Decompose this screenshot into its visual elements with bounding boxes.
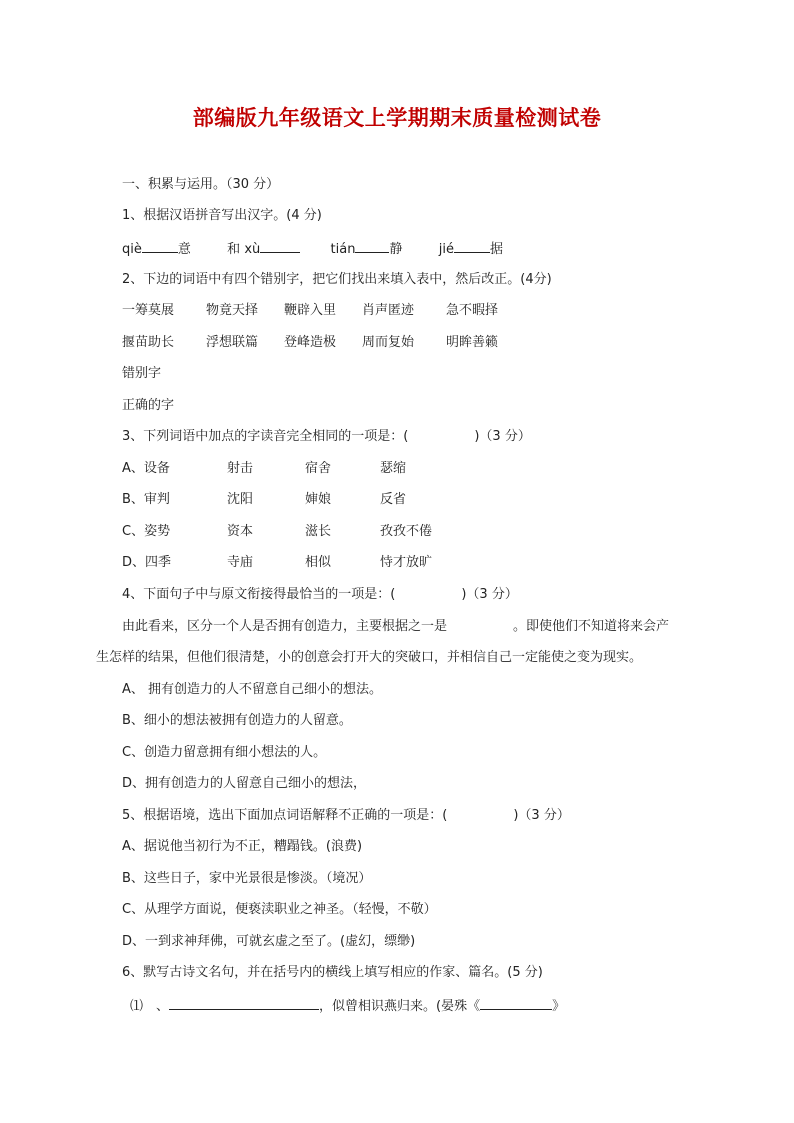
pinyin-prefix: 和 <box>227 242 241 257</box>
word-item: 物竟天择 <box>206 303 259 318</box>
question-5-stem <box>122 806 570 826</box>
page-title: 部编版九年级语文上学期期末质量检测试卷 <box>192 105 602 130</box>
answer-blank[interactable] <box>142 238 178 253</box>
answer-blank[interactable] <box>355 238 389 253</box>
stem-text: )（3 分） <box>513 808 570 823</box>
option-word: 孜孜不倦 <box>380 524 433 539</box>
word-item: 鞭辟入里 <box>284 303 337 318</box>
question-4-option-a: A、 拥有创造力的人不留意自己细小的想法。 <box>122 682 383 697</box>
poem-text: ，似曾相识燕归来。(晏殊《 <box>319 999 481 1014</box>
pinyin-jie: jié <box>438 242 454 257</box>
pinyin-suffix: 据 <box>490 242 504 257</box>
word-item: 明眸善籁 <box>446 335 499 350</box>
answer-blank[interactable] <box>480 995 552 1010</box>
option-row-b <box>122 490 406 510</box>
question-3-stem <box>122 427 531 447</box>
pinyin-xu: xù <box>244 242 261 257</box>
word-item: 周而复始 <box>362 335 415 350</box>
option-word: 相似 <box>305 555 332 570</box>
word-item: 揠苗助长 <box>122 335 175 350</box>
stem-text: )（3 分） <box>461 587 518 602</box>
question-4-option-c: C、创造力留意拥有细小想法的人。 <box>122 745 327 760</box>
word-item: 急不暇择 <box>446 303 499 318</box>
answer-blank[interactable] <box>169 995 319 1010</box>
option-word: 沈阳 <box>227 492 254 507</box>
option-row-a <box>122 459 406 479</box>
option-row-d <box>122 553 432 573</box>
question-4-option-d: D、拥有创造力的人留意自己细小的想法， <box>122 776 367 791</box>
word-item: 浮想联篇 <box>206 335 259 350</box>
option-word: 瑟缩 <box>380 461 407 476</box>
option-word: 恃才放旷 <box>380 555 433 570</box>
pinyin-suffix: 静 <box>389 242 403 257</box>
question-4-stem <box>122 585 518 605</box>
word-item: 登峰造极 <box>284 335 337 350</box>
poem-text: ⑴ 、 <box>130 999 170 1014</box>
question-6-stem: 6、默写古诗文名句，并在括号内的横线上填写相应的作家、篇名。(5 分) <box>122 965 543 980</box>
option-word: 寺庙 <box>227 555 254 570</box>
stem-text: )（3 分） <box>474 429 531 444</box>
question-4-passage-line-1 <box>122 617 669 637</box>
option-word: B、审判 <box>122 492 170 507</box>
pinyin-qie: qiè <box>122 242 142 257</box>
answer-blank[interactable] <box>260 238 300 253</box>
question-1-items <box>122 238 503 260</box>
option-word: A、设备 <box>122 461 170 476</box>
word-item: 肖声匿迹 <box>362 303 415 318</box>
question-2-stem: 2、下边的词语中有四个错别字，把它们找出来填入表中，然后改正。(4分) <box>122 272 552 287</box>
question-5-option-b: B、这些日子，家中光景很是惨淡。（境况） <box>122 871 372 886</box>
label-wrong-characters: 错别字 <box>122 366 162 381</box>
pinyin-suffix: 意 <box>177 242 191 257</box>
stem-text: 4、下面句子中与原文衔接得最恰当的一项是：( <box>122 587 396 602</box>
question-6-line-1 <box>130 995 565 1017</box>
passage-text: 由此看来，区分一个人是否拥有创造力，主要根据之一是 <box>122 619 448 634</box>
option-word: 射击 <box>227 461 254 476</box>
poem-text: 》 <box>552 999 566 1014</box>
question-4-passage-line-2: 生怎样的结果，但他们很清楚，小的创意会打开大的突破口，并相信自己一定能使之变为现实。 <box>96 650 643 665</box>
word-row-2 <box>122 333 498 353</box>
option-word: 婶娘 <box>305 492 332 507</box>
answer-blank[interactable] <box>454 238 490 253</box>
word-item: 一筹莫展 <box>122 303 175 318</box>
stem-text: 5、根据语境，选出下面加点词语解释不正确的一项是：( <box>122 808 448 823</box>
question-4-option-b: B、细小的想法被拥有创造力的人留意。 <box>122 713 352 728</box>
passage-text: 。即使他们不知道将来会产 <box>513 619 670 634</box>
section-heading: 一、积累与运用。（30 分） <box>122 177 280 192</box>
option-word: 滋长 <box>305 524 332 539</box>
option-word: 反省 <box>380 492 407 507</box>
pinyin-tian: tián <box>330 242 356 257</box>
option-word: 资本 <box>227 524 254 539</box>
option-row-c <box>122 522 432 542</box>
question-1-stem: 1、根据汉语拼音写出汉字。(4 分) <box>122 208 322 223</box>
question-5-option-d: D、一到求神拜佛，可就玄虚之至了。(虚幻，缥缈) <box>122 934 416 949</box>
option-word: D、四季 <box>122 555 172 570</box>
label-correct-characters: 正确的字 <box>122 398 175 413</box>
option-word: 宿舍 <box>305 461 332 476</box>
question-5-option-c: C、从理学方面说，便亵渎职业之神圣。（轻慢，不敬） <box>122 902 437 917</box>
question-5-option-a: A、据说他当初行为不正，糟蹋钱。(浪费) <box>122 839 363 854</box>
word-row-1 <box>122 301 498 321</box>
option-word: C、姿势 <box>122 524 171 539</box>
stem-text: 3、下列词语中加点的字读音完全相同的一项是：( <box>122 429 409 444</box>
